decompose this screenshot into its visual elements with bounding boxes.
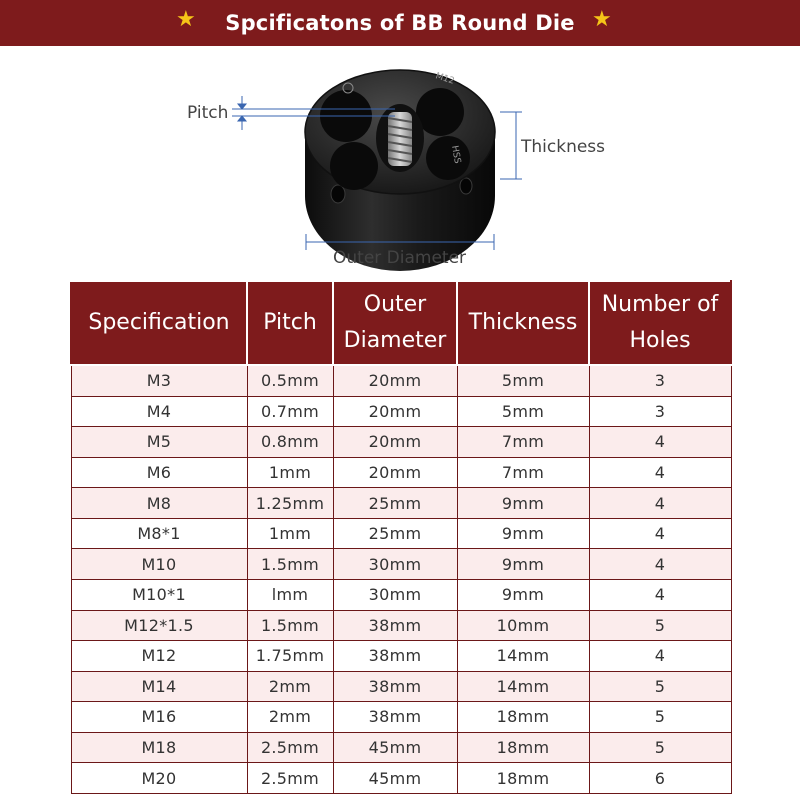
cell-thickness: 10mm bbox=[457, 610, 589, 641]
cell-pitch: 1.5mm bbox=[247, 610, 333, 641]
cell-thickness: 7mm bbox=[457, 427, 589, 458]
table-header-row bbox=[71, 281, 731, 365]
cell-pitch: 2mm bbox=[247, 702, 333, 733]
cell-pitch: 1.25mm bbox=[247, 488, 333, 519]
svg-text:HSS: HSS bbox=[449, 144, 463, 165]
die-diagram bbox=[0, 46, 800, 280]
cell-outer-diameter: 30mm bbox=[333, 549, 457, 580]
cell-pitch: 1.5mm bbox=[247, 549, 333, 580]
page-title: Spcificatons of BB Round Die bbox=[225, 11, 575, 35]
table-row bbox=[71, 457, 731, 488]
flute-hole bbox=[330, 142, 378, 190]
table-row bbox=[71, 763, 731, 794]
cell-outer-diameter: 25mm bbox=[333, 518, 457, 549]
cell-pitch: 0.5mm bbox=[247, 365, 333, 396]
cell-thickness: 5mm bbox=[457, 365, 589, 396]
cell-thickness: 9mm bbox=[457, 518, 589, 549]
cell-thickness: 9mm bbox=[457, 549, 589, 580]
cell-number-of-holes: 6 bbox=[589, 763, 731, 794]
table-row bbox=[71, 610, 731, 641]
thickness-label: Thickness bbox=[521, 137, 606, 157]
pitch-label: Pitch bbox=[187, 103, 229, 123]
cell-pitch: 0.8mm bbox=[247, 427, 333, 458]
cell-thickness: 18mm bbox=[457, 702, 589, 733]
column-header-outer-diameter: Outer Diameter bbox=[333, 281, 457, 365]
table-row bbox=[71, 488, 731, 519]
cell-specification: M20 bbox=[71, 763, 247, 794]
cell-specification: M6 bbox=[71, 457, 247, 488]
cell-specification: M10 bbox=[71, 549, 247, 580]
cell-number-of-holes: 4 bbox=[589, 427, 731, 458]
cell-number-of-holes: 4 bbox=[589, 641, 731, 672]
star-icon: ★ bbox=[176, 7, 196, 32]
cell-specification: M16 bbox=[71, 702, 247, 733]
cell-specification: M3 bbox=[71, 365, 247, 396]
cell-specification: M5 bbox=[71, 427, 247, 458]
cell-thickness: 5mm bbox=[457, 396, 589, 427]
table-row bbox=[71, 579, 731, 610]
cell-outer-diameter: 20mm bbox=[333, 457, 457, 488]
header-banner bbox=[0, 0, 800, 46]
table-row bbox=[71, 641, 731, 672]
side-hole bbox=[331, 185, 345, 203]
cell-pitch: 1mm bbox=[247, 518, 333, 549]
cell-number-of-holes: 3 bbox=[589, 396, 731, 427]
cell-outer-diameter: 38mm bbox=[333, 702, 457, 733]
table-row bbox=[71, 396, 731, 427]
cell-outer-diameter: 45mm bbox=[333, 763, 457, 794]
cell-outer-diameter: 30mm bbox=[333, 579, 457, 610]
table-row bbox=[71, 549, 731, 580]
cell-specification: M10*1 bbox=[71, 579, 247, 610]
cell-number-of-holes: 4 bbox=[589, 579, 731, 610]
cell-specification: M12*1.5 bbox=[71, 610, 247, 641]
cell-specification: M18 bbox=[71, 732, 247, 763]
cell-outer-diameter: 20mm bbox=[333, 365, 457, 396]
table-row bbox=[71, 518, 731, 549]
cell-thickness: 14mm bbox=[457, 641, 589, 672]
cell-number-of-holes: 4 bbox=[589, 457, 731, 488]
round-die-image bbox=[0, 46, 800, 280]
cell-outer-diameter: 38mm bbox=[333, 671, 457, 702]
column-header-number-of-holes: Number of Holes bbox=[589, 281, 731, 365]
cell-number-of-holes: 4 bbox=[589, 488, 731, 519]
cell-thickness: 18mm bbox=[457, 732, 589, 763]
cell-specification: M8*1 bbox=[71, 518, 247, 549]
cell-thickness: 9mm bbox=[457, 488, 589, 519]
star-icon: ★ bbox=[592, 7, 612, 32]
cell-specification: M8 bbox=[71, 488, 247, 519]
flute-hole bbox=[426, 136, 470, 180]
cell-pitch: 2.5mm bbox=[247, 732, 333, 763]
cell-number-of-holes: 5 bbox=[589, 702, 731, 733]
cell-thickness: 18mm bbox=[457, 763, 589, 794]
cell-thickness: 9mm bbox=[457, 579, 589, 610]
cell-number-of-holes: 5 bbox=[589, 610, 731, 641]
table-row bbox=[71, 365, 731, 396]
cell-outer-diameter: 38mm bbox=[333, 641, 457, 672]
cell-outer-diameter: 38mm bbox=[333, 610, 457, 641]
cell-pitch: 2mm bbox=[247, 671, 333, 702]
cell-number-of-holes: 5 bbox=[589, 671, 731, 702]
flute-hole bbox=[416, 88, 464, 136]
cell-thickness: 7mm bbox=[457, 457, 589, 488]
table-row bbox=[71, 702, 731, 733]
cell-number-of-holes: 3 bbox=[589, 365, 731, 396]
spec-table bbox=[70, 280, 732, 794]
outer-diameter-label: Outer Diameter bbox=[333, 248, 467, 268]
cell-specification: M14 bbox=[71, 671, 247, 702]
column-header-pitch: Pitch bbox=[247, 281, 333, 365]
cell-pitch: 2.5mm bbox=[247, 763, 333, 794]
cell-specification: M12 bbox=[71, 641, 247, 672]
cell-pitch: lmm bbox=[247, 579, 333, 610]
column-header-thickness: Thickness bbox=[457, 281, 589, 365]
column-header-specification: Specification bbox=[71, 281, 247, 365]
cell-number-of-holes: 4 bbox=[589, 518, 731, 549]
side-hole bbox=[460, 178, 472, 194]
table-row bbox=[71, 671, 731, 702]
cell-outer-diameter: 25mm bbox=[333, 488, 457, 519]
cell-outer-diameter: 20mm bbox=[333, 396, 457, 427]
svg-text:M12: M12 bbox=[434, 71, 456, 87]
cell-outer-diameter: 20mm bbox=[333, 427, 457, 458]
cell-thickness: 14mm bbox=[457, 671, 589, 702]
cell-number-of-holes: 4 bbox=[589, 549, 731, 580]
cell-pitch: 1mm bbox=[247, 457, 333, 488]
cell-outer-diameter: 45mm bbox=[333, 732, 457, 763]
cell-pitch: 0.7mm bbox=[247, 396, 333, 427]
cell-specification: M4 bbox=[71, 396, 247, 427]
cell-pitch: 1.75mm bbox=[247, 641, 333, 672]
cell-number-of-holes: 5 bbox=[589, 732, 731, 763]
table-row bbox=[71, 732, 731, 763]
table-row bbox=[71, 427, 731, 458]
